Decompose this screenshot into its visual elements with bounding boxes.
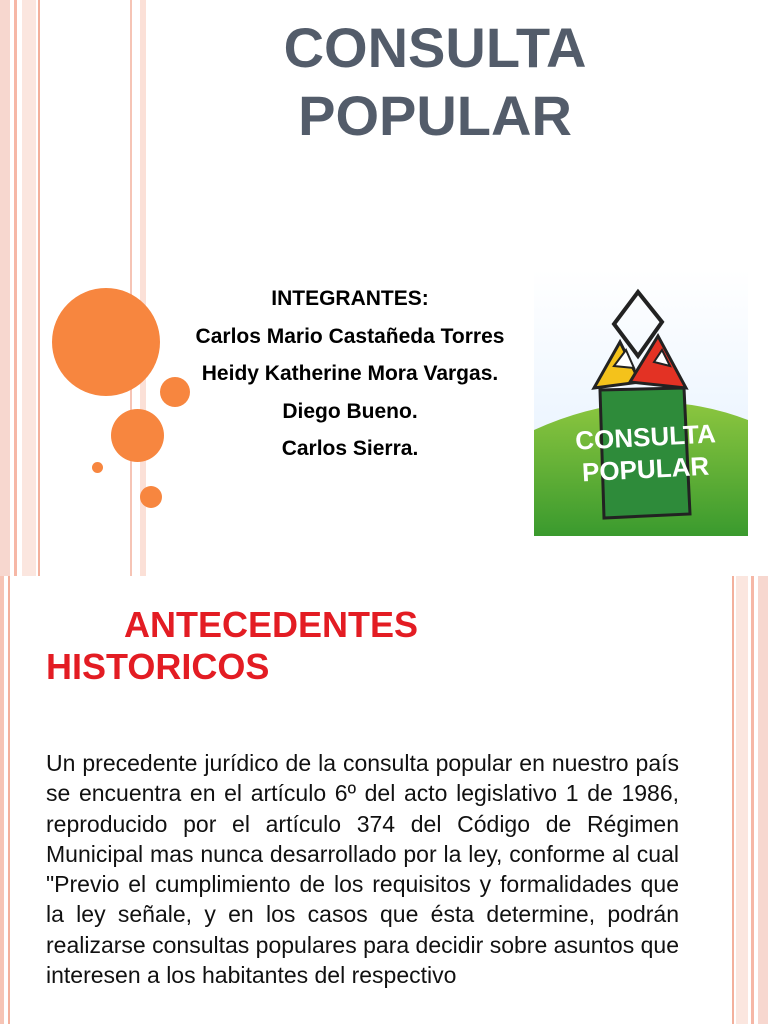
decorative-stripe [38, 0, 40, 576]
body-paragraph: Un precedente jurídico de la consulta popular en nuestro país se encuentra en el artículo 6º del acto legislativo 1 de 1986, reproducido por el artículo 374 del Código de Régimen Municipal mas nunca desarrollado por la ley, conforme al cual "Previo el cumplimiento de los requisitos y formalidades que la ley señale, y en los casos que ésta determine, podrán realizarse consultas populares para decidir sobre asuntos que interesen a los habitantes del respectivo [46, 750, 679, 989]
heading-line: HISTORICOS [46, 646, 270, 687]
member-name: Carlos Sierra. [281, 437, 419, 460]
decorative-stripe [751, 576, 754, 1024]
title-line: POPULAR [298, 84, 572, 147]
slide-title [190, 14, 680, 150]
members-heading: INTEGRANTES: [271, 287, 429, 310]
decorative-stripe [8, 576, 10, 1024]
decorative-stripe [0, 0, 10, 576]
decorative-stripe [736, 576, 748, 1024]
section-heading [46, 604, 486, 688]
members-block [150, 280, 550, 468]
decorative-circle [52, 288, 160, 396]
logo-text-line1: CONSULTA [574, 418, 717, 456]
decorative-stripe [14, 0, 17, 576]
decorative-circle [92, 462, 103, 473]
member-name: Carlos Mario Castañeda Torres [195, 324, 505, 348]
decorative-stripe [22, 0, 36, 576]
decorative-circle [140, 486, 162, 508]
decorative-stripe [130, 0, 132, 576]
member-name: Heidy Katherine Mora Vargas. [201, 362, 499, 385]
member-name: Diego Bueno. [282, 399, 418, 423]
heading-line: ANTECEDENTES [124, 604, 419, 645]
decorative-stripe [0, 576, 4, 1024]
decorative-stripe [732, 576, 734, 1024]
decorative-stripe [758, 576, 768, 1024]
logo-text-line2: POPULAR [581, 450, 710, 488]
title-line: CONSULTA [283, 16, 587, 79]
consulta-popular-logo [534, 270, 748, 536]
